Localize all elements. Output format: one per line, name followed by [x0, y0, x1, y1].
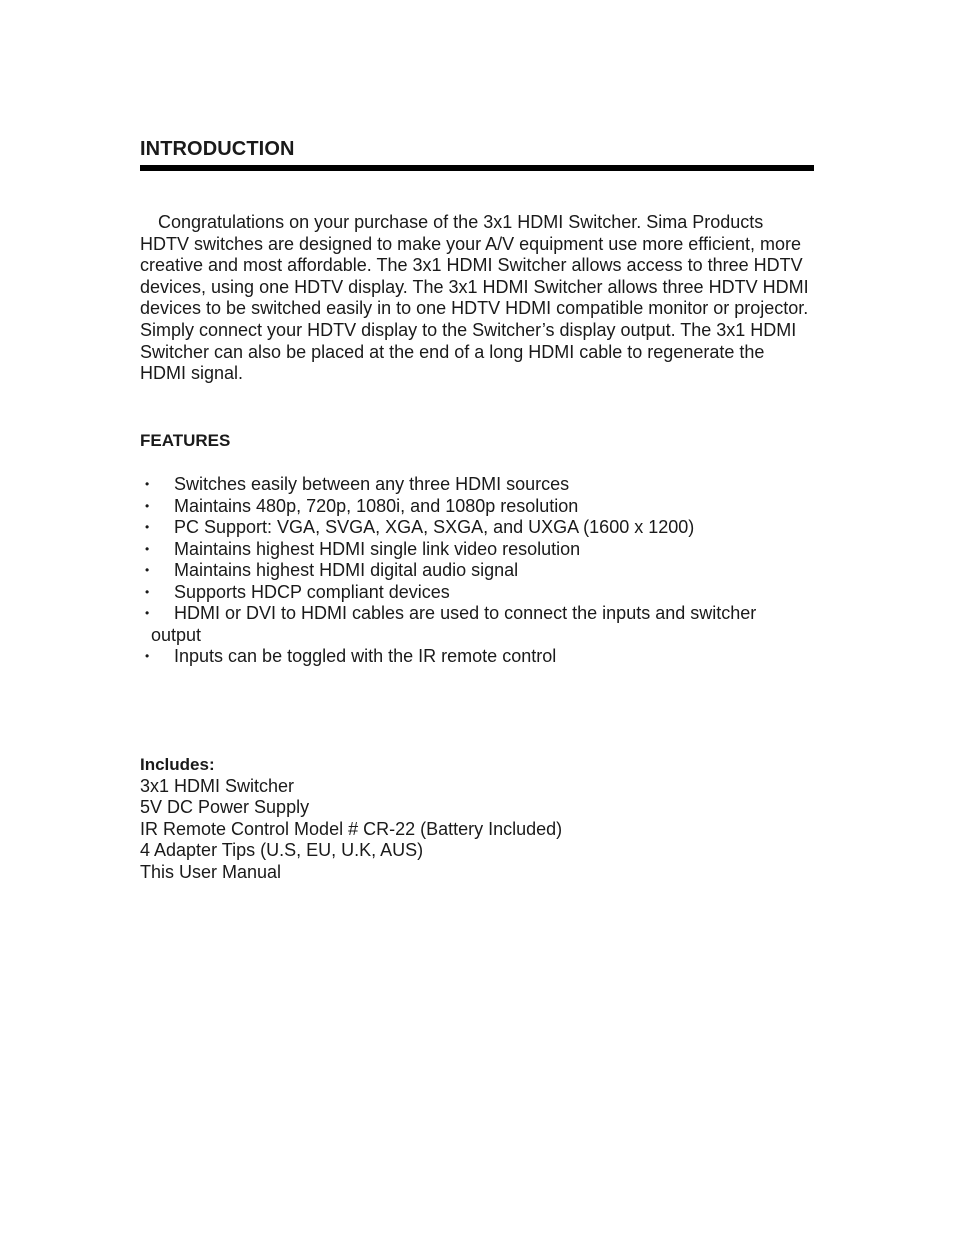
list-item: 3x1 HDMI Switcher [140, 775, 295, 796]
features-list [140, 474, 814, 668]
features-heading: FEATURES [140, 431, 231, 450]
bullet-icon: • [145, 606, 150, 620]
bullet-icon: • [145, 584, 150, 599]
feature-text: HDMI or DVI to HDMI cables are used to connect the inputs and switcher [174, 603, 757, 623]
list-item [140, 496, 814, 518]
bullet-icon: • [145, 563, 150, 577]
bullet-icon: • [145, 477, 150, 491]
bullet-icon: • [145, 649, 150, 663]
feature-text: PC Support: VGA, SVGA, XGA, SXGA, and UXGA (1600 x 1200) [174, 517, 695, 537]
includes-section [140, 754, 814, 884]
heading-rule [140, 165, 814, 171]
list-item [140, 474, 814, 496]
list-item [140, 582, 814, 604]
list-item: This User Manual [140, 861, 282, 882]
list-item [140, 539, 814, 561]
list-item [140, 603, 814, 646]
list-item: 5V DC Power Supply [140, 797, 310, 818]
introduction-paragraph: Congratulations on your purchase of the 3x1 HDMI Switcher. Sima Products HDTV switches are designed to make your A/V equipment use more efficient, more creative and most affordable. The 3x1 HDMI Switcher allows access to three HDTV devices, using one HDTV display. The 3x1 HDMI Switcher allows three HDTV HDMI devices to be switched easily in to one HDTV HDMI compatible monitor or projector. Simply connect your HDTV display to the Switcher’s display output. The 3x1 HDMI Switcher can also be placed at the end of a long HDMI cable to regenerate the HDMI signal. [140, 212, 809, 384]
feature-text: Maintains highest HDMI single link video resolution [174, 538, 581, 559]
includes-heading: Includes: [140, 755, 215, 774]
feature-text: Inputs can be toggled with the IR remote control [174, 646, 557, 666]
feature-text: Maintains 480p, 720p, 1080i, and 1080p resolution [174, 495, 579, 516]
feature-text: Switches easily between any three HDMI sources [174, 474, 570, 494]
includes-list [140, 776, 814, 884]
list-item: 4 Adapter Tips (U.S, EU, U.K, AUS) [140, 840, 424, 861]
bullet-icon: • [145, 498, 150, 513]
feature-text: Maintains highest HDMI digital audio signal [174, 560, 519, 580]
list-item [140, 560, 814, 582]
feature-text-continuation: output [151, 624, 202, 645]
bullet-icon: • [145, 520, 150, 534]
introduction-heading: INTRODUCTION [140, 138, 295, 160]
bullet-icon: • [145, 541, 150, 556]
list-item: IR Remote Control Model # CR-22 (Battery Included) [140, 818, 563, 839]
list-item [140, 646, 814, 668]
feature-text: Supports HDCP compliant devices [174, 581, 450, 602]
list-item [140, 517, 814, 539]
